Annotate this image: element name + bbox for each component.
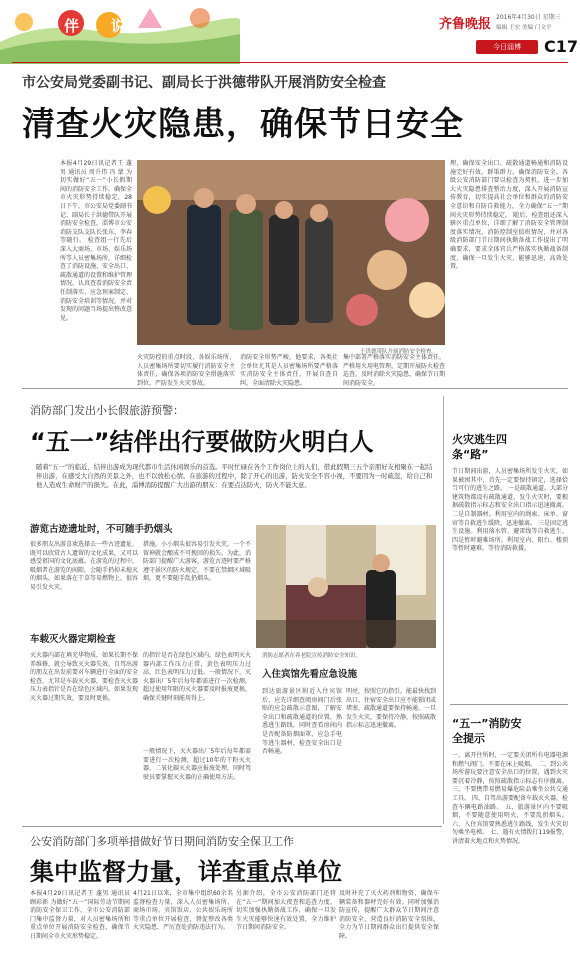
story1-col3: 理，确保安全出口、疏散通道畅通和消防设施完好有效，群策群力，确保消防安全。各级公安消防部门要以检查为契机，进一步加大火灾隐患排查整治力度，深入开展消防宣传教育，切实提高社会单位和群众的消防安全意识和自防自救能力，全力确保“五一”期间火灾形势持续稳定。 随后，检查组还深入辖区重点单位，详细了解了消防安全管理制度落实情况、消防控制室值班情况，并对各级消防部门节日期间执勤备战工作提出了明确要求，要求全体官兵严格落实执勤战备制度，确保一旦发生火灾，能够迅速、高效处置。 xyxy=(450,160,568,271)
editor-line: 编辑 王宏 美编 门文平 xyxy=(496,25,552,31)
sidebar-rule xyxy=(450,704,568,705)
story2-text-a: 很多朋友出游喜欢选择去一些古迹遗址，既可以欣赏古人遗留的文化成果，又可以感受祖国的文化底蕴。在游览的过程中，吸烟者在游览的间隙，会随手扔掉未熄灭的烟头，如果落在干草等易燃物上，很容易引发火灾。 xyxy=(30,541,139,591)
story2-heading-b: 车载灭火器定期检查 xyxy=(30,634,116,645)
section-tab: 今日淄博 xyxy=(476,40,538,54)
story1-headline: 清查火灾隐患，确保节日安全 xyxy=(22,104,464,143)
story1-subtitle: 市公安局党委副书记、副局长于洪德带队开展消防安全检查 xyxy=(22,75,386,91)
story2-heading-a: 游览古迹遗址时，不可随手扔烟头 xyxy=(30,524,173,535)
header-rule xyxy=(12,62,568,63)
story3-col1: 本报4月29日讯记者王 蓬男 通讯员 顾彩新 为做好“五一”国际劳动节期间消防安全保卫工作，全市公安消防部门集中监督力量，对人员密集场所和重点单位开展消防安全检查，确保节日期间全市火灾形势稳定。 xyxy=(30,890,130,940)
story2-text-g: 明亮，按照它的指引，能最快找到出口。住宿安全出口应不能锁闭或堵塞，疏散通道要保持畅通，一旦发生火灾，要保持冷静，按照疏散指示标志迅速撤离。 xyxy=(346,688,437,730)
story3-headline: 集中监督力量，详查重点单位 xyxy=(30,858,342,886)
story1-bottom2: 消防安全形势严峻，他要求，各类社会单位尤其是人员密集场所要严格落实消防安全主体责任，开展自查自纠，全面清除火灾隐患。 xyxy=(240,354,338,387)
story2-headline: “五一”结伴出行要做防火明白人 xyxy=(30,428,374,456)
story1-bottom1: 火灾防控的重点时段，各娱乐场所、人员密集场所要切实履行消防安全主体责任，确保各项消防安全措施落实到位，严防发生火灾事故。 xyxy=(137,354,235,387)
story2-subtitle: 消防部门发出小长假旅游预警： xyxy=(30,404,184,417)
story2-divider xyxy=(22,826,442,827)
story1-photo xyxy=(137,160,445,345)
story2-text-d: 的指针是否在绿色区域内，绿色表明灭火器内部工作压力正常，黄色表明压力过高，红色表明压力过低。一般情况下，灭火器出厂5年后每年都需进行一次检测，超过使用年限的灭火器要及时报废更换，确保关键时刻能用得上。 xyxy=(143,652,252,702)
story1-bottom3: 集中部署严格落实消防安全主体责任，严格用火用电管理，定期开展防火检查巡查，及时消除火灾隐患，确保节日期间消防安全。 xyxy=(343,354,446,387)
story3-col2: 4月21日以来，全市集中组织60余名监督检查力量，深入人员密集场所、商场市场、宾馆饭店、公共娱乐场所等重点单位开展检查，督促整改各类火灾隐患，严厉查处消防违法行为。 xyxy=(133,890,233,932)
story2-lead: 随着“五一”的临近，结伴出游成为现代都市生活休闲娱乐的首选。平时忙碌在各个工作岗位上的人们，借此假期三五个亲朋好友相聚在一起结伴出游，在感受大自然的美景之外，也不以放松心情。在旅游的过程中，除了开心的出游，防火安全不容小视，不要因为一时疏忽，给自己和他人造成生命财产的损失。在此，淄博消防提醒广大出游的朋友：在要点达防火，防火不能大意。 xyxy=(36,463,433,489)
story1-divider xyxy=(22,388,568,389)
story2-text-c: 灭火器内部在填充华物质，如果长期不保养维修，就会导致灭火器失效。自驾出游的朋友在出发前要对车辆进行全面的安全检查，尤其是车载灭火器，要检查灭火器压力表指针是否在绿色区域内，如果发现灭火器过期失效，要及时更换。 xyxy=(30,652,139,702)
story3-subtitle: 公安消防部门多项举措做好节日期间消防安全保卫工作 xyxy=(30,835,294,848)
column-name: 伴 · 说 xyxy=(64,17,130,35)
page-number: C17 xyxy=(544,37,579,56)
publication-name: 齐鲁晚报 xyxy=(439,17,492,32)
sidebar2-text: 一、离开住所时，一定要关闭所有电器电源和燃气阀门，不要在床上吸烟。 二、到公共场所游玩要注意安全出口的位置，遇到火灾要沉着冷静，按照疏散指示标志有序撤离。 三、不要携带易燃易爆危险品乘坐公共交通工具。 四、自驾出游要配备车载灭火器，检查车辆电路油路。 五、旅游景区内不要吸烟，不要随意使用明火，不要乱扔烟头。 六、入住宾馆要熟悉逃生路线，发生火灾切勿乘坐电梯。 七、遇有火情拨打119报警，讲清着火地点和火势情况。 xyxy=(452,752,568,845)
sidebar1-text: 节日期间出游，人员密集场所发生火灾，如果被困其中，首先一定要保持镇定，选择恰当可行的逃生之路。 一是疏散通道。大部分建筑物都设有疏散通道，发生火灾时，要根据疏散指示标志和安全出口指示迅速撤离。 二是自制器材。利用室内的绳索、床单、窗帘等自救逃生缓降，迅速撤离。 三是固定逃生设施。利用落水管、避雷线等自救逃生。 四是暂时避难场所。利用室内、阳台、楼顶等暂时避难，等待消防救援。 xyxy=(452,468,568,553)
sidebar1-title: 火灾逃生四条“路” xyxy=(452,433,507,461)
date-line: 2016年4月30日 星期三 xyxy=(496,14,561,21)
story2-text-e: 一般情况下，灭火器出厂5年后每年都需要进行一次检测，超过10年的干粉灭火器、二氧化碳灭火器应报废处理，同时驾驶员要掌握灭火器的正确使用方法。 xyxy=(143,748,252,781)
story1-photo-caption: 于洪德带队开展消防安全检查。 xyxy=(360,349,438,355)
story3-col4: 及时补充了灭火药剂和物资，确保车辆装备和器材完好有效。同时加强消防宣传，提醒广大群众节日期间注意消防安全，营造良好消防安全氛围，全力为节日期间群众出行提供安全保障。 xyxy=(339,890,439,940)
story1-col1: 本报4月29日讯记者王 蓬男 通讯员 周升伟 冯 蒙 为切实做好“五一”小长假期间的消防安全工作，确保全市火灾形势持续稳定，28日下午，市公安局党委副书记、副局长于洪德带队开展消防安全检查，淄博市公安消防支队支队长张东、李春等随行。 检查组一行先后深入大商场、市场、娱乐场所等人员密集场所，详细检查了消防设施、安全出口、疏散通道的设置和维护管理情况，认真查看消防安全责任制落实、应急预案制定、消防安全培训等情况，并对发现的问题当场提出整改意见。 xyxy=(60,160,133,322)
story2-text-f: 到达旅游景区附近入住宾馆后，应先详细查阅房间门后张贴的应急疏散示意图，了解安全出口和疏散通道的位置，熟悉逃生路线。同时查看房间内是否配备防烟面罩、应急手电等逃生器材，检查安全出口是否畅通。 xyxy=(262,688,342,756)
story3-col3: 另据介绍，全市公安消防部门还将在“五一”期间加大夜查和巡查力度，切实加强执勤备战工作，确保一旦发生火灾能够快速有效处置，全力维护节日期间消防安全。 xyxy=(236,890,336,932)
story2-photo-caption: 消防志愿者在养老院宣传消防安全知识。 xyxy=(262,653,362,659)
sidebar2-title: “五一”消防安全提示 xyxy=(452,717,522,745)
story2-text-b: 措施，小小烟头很容易引发火灾，一个不留神就会酿成不可挽回的损失。为此，消防部门提醒广大游客，游览古迹时要严格遵守景区的防火规定，不要在禁烟区域吸烟，更不要随手乱扔烟头。 xyxy=(143,541,252,583)
sidebar-divider xyxy=(443,396,444,824)
story2-heading-c: 入住宾馆先看应急设施 xyxy=(262,669,358,680)
story2-photo xyxy=(256,525,436,648)
